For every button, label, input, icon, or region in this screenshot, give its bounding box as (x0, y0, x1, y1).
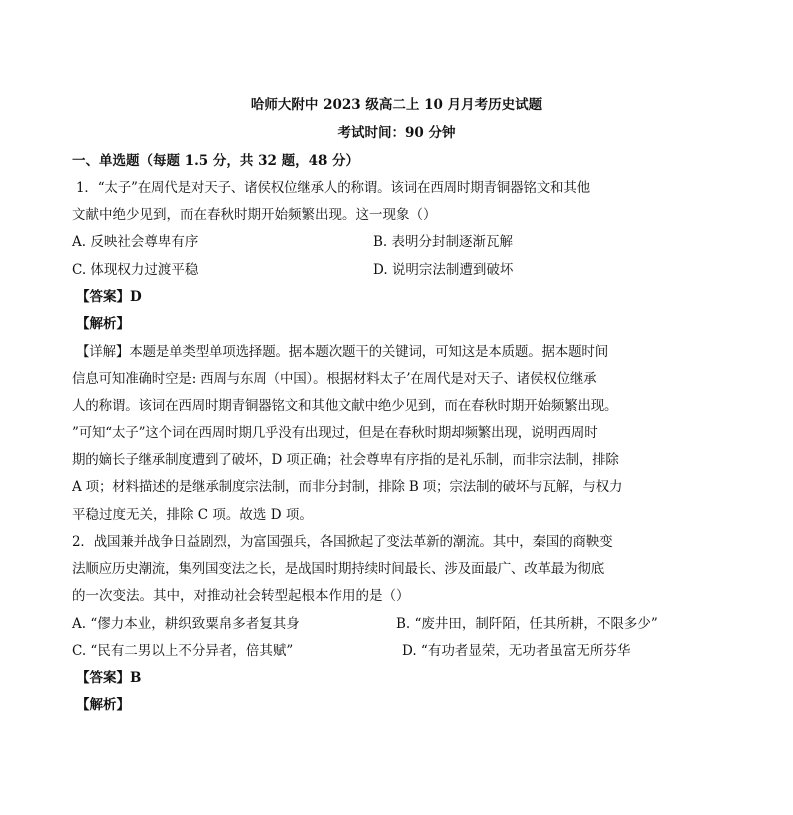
q2-answer: 【答案】B (76, 670, 142, 686)
q1-detail-line-5: 期的嫡长子继承制度遭到了破坏，D 项正确；社会尊卑有序指的是礼乐制，而非宗法制，排除 (72, 452, 619, 468)
section-heading: 一、单选题（每题 1.5 分，共 32 题，48 分） (72, 153, 360, 169)
q1-detail-line-4: ”可知“太子”这个词在西周时期几乎没有出现过，但是在春秋时期却频繁出现，说明西周时 (72, 425, 598, 441)
q2-stem-line-1: 2．战国兼并战争日益剧烈，为富国强兵，各国掀起了变法革新的潮流。其中，秦国的商鞅变 (72, 534, 613, 550)
q2-stem-line-2: 法顺应历史潮流，集列国变法之长，是战国时期持续时间最长、涉及面最广、改革最为彻底 (72, 561, 604, 577)
q1-stem-line-2: 文献中绝少见到，而在春秋时期开始频繁出现。这一现象（） (72, 207, 437, 223)
q1-detail-line-6: A 项；材料描述的是继承制度宗法制，而非分封制，排除 B 项；宗法制的破坏与瓦解，与权力 (72, 479, 623, 495)
q1-detail-line-2: 信息可知准确时空是: 西周与东周（中国）。根据材料太子’在周代是对天子、诸侯权位继承 (72, 371, 597, 387)
q1-analysis-label: 【解析】 (76, 316, 130, 332)
q1-option-b: B. 表明分封制逐渐瓦解 (373, 234, 514, 250)
q1-option-a: A. 反映社会尊卑有序 (72, 234, 199, 250)
exam-title: 哈师大附中 2023 级高二上 10 月月考历史试题 (250, 97, 543, 113)
q1-detail-line-1: 【详解】本题是单类型单项选择题。据本题次题干的关键词，可知这是本质题。据本题时间 (76, 344, 608, 360)
q1-detail-line-7: 平稳过度无关，排除 C 项。故选 D 项。 (72, 507, 313, 523)
q1-answer: 【答案】D (76, 289, 142, 305)
q2-option-b: B. “废井田，制阡陌，任其所耕，不限多少” (396, 616, 658, 632)
q2-option-c: C. “民有二男以上不分异者，倍其赋” (72, 643, 294, 659)
q2-option-a: A. “僇力本业，耕织致粟帛多者复其身 (72, 616, 300, 632)
q2-option-d: D. “有功者显荣，无功者虽富无所芬华 (402, 643, 631, 659)
q1-detail-line-3: 人的称谓。该词在西周时期青铜器铭文和其他文献中绝少见到，而在春秋时期开始频繁出现。 (72, 398, 618, 414)
exam-duration: 考试时间：90 分钟 (337, 125, 456, 141)
q2-analysis-label: 【解析】 (76, 697, 130, 713)
q1-stem-line-1: 1．“太子”在周代是对天子、诸侯权位继承人的称谓。该词在西周时期青铜器铭文和其他 (76, 180, 590, 196)
q1-option-c: C. 体现权力过渡平稳 (72, 262, 199, 278)
q1-option-d: D. 说明宗法制遭到破坏 (373, 262, 514, 278)
q2-stem-line-3: 的一次变法。其中，对推动社会转型起根本作用的是（） (72, 588, 410, 604)
